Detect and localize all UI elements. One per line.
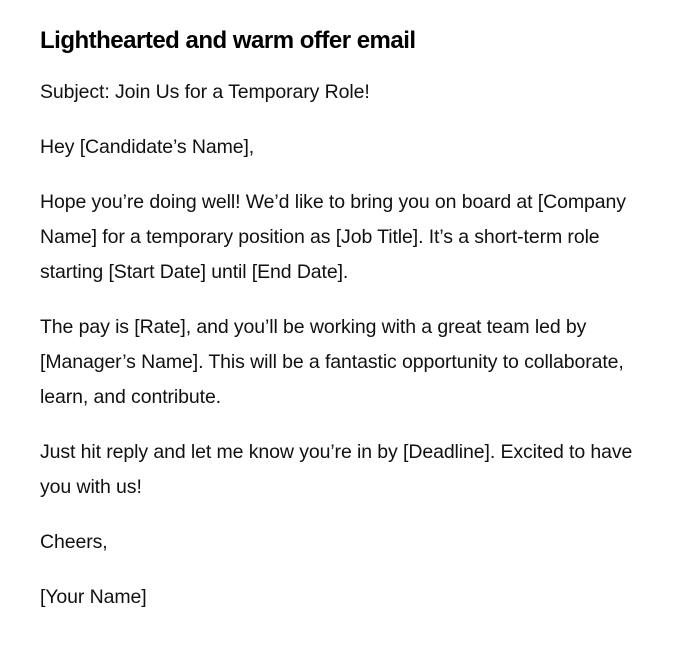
email-paragraph-details: The pay is [Rate], and you’ll be working with a great team led by [Manager’s Name]. This will be a fantastic opportunity to collaborate, learn, and contribute. bbox=[40, 316, 624, 408]
email-paragraph-call-to-action: Just hit reply and let me know you’re in by [Deadline]. Excited to have you with us! bbox=[40, 441, 633, 498]
email-paragraph-intro: Hope you’re doing well! We’d like to bring you on board at [Company Name] for a temporary position as [Job Title]. It’s a short-term role starting [Start Date] until [End Date]. bbox=[40, 191, 626, 283]
email-greeting: Hey [Candidate’s Name], bbox=[40, 136, 255, 158]
document-title: Lighthearted and warm offer email bbox=[40, 27, 416, 54]
email-signoff: Cheers, bbox=[40, 531, 108, 553]
email-signature: [Your Name] bbox=[40, 586, 147, 608]
email-subject-line: Subject: Join Us for a Temporary Role! bbox=[40, 81, 370, 103]
